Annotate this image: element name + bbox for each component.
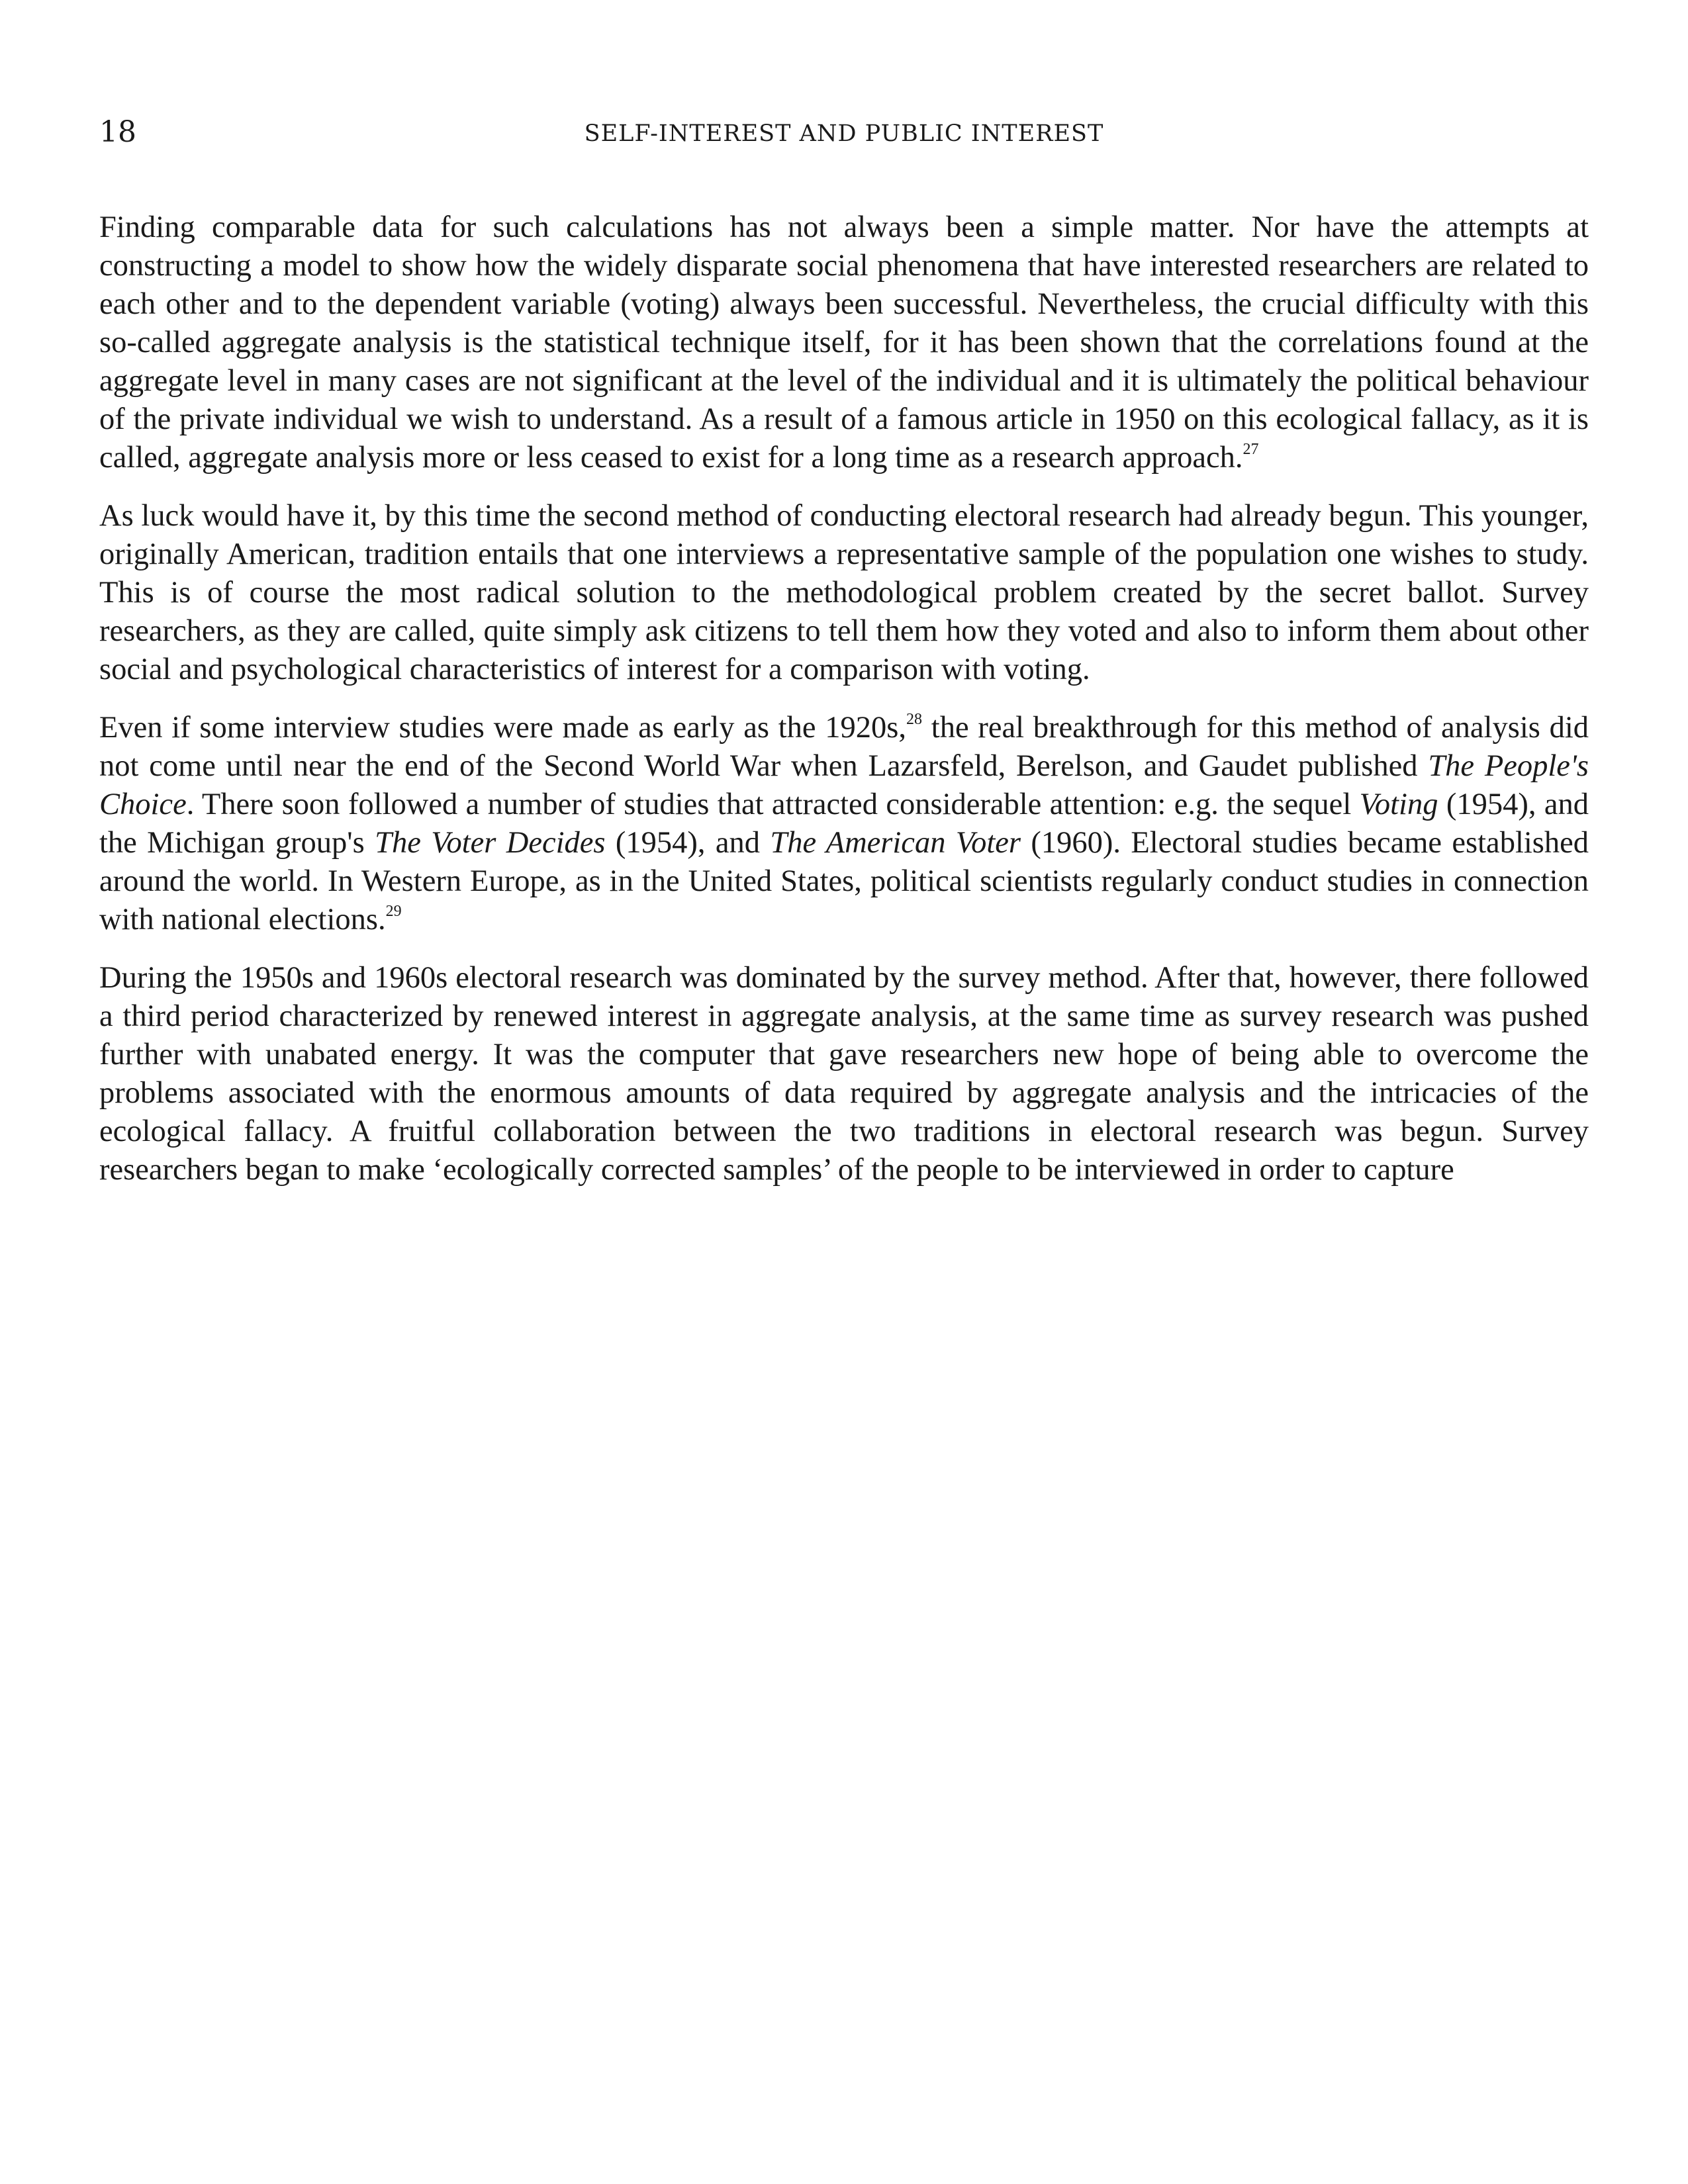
footnote-ref-28: 28 [906,710,923,728]
paragraph-4-text: During the 1950s and 1960s electoral research was dominated by the survey method. After that, however, there followed a third period characterized by renewed interest in aggregate analysis, at the same time as survey research was pushed further with unabated energy. It was the computer that gave researchers new hope of being able to overcome the problems associated with the enormous amounts of data required by aggregate analysis and the intricacies of the ecological fallacy. A fruitful collaboration between the two traditions in electoral research was begun. Survey researchers began to make ‘ecologically corrected samples’ of the people to be interviewed in order to capture [99,961,1589,1187]
page-number: 18 [99,115,136,149]
paragraph-2-text: As luck would have it, by this time the second method of conducting electoral research had already begun. This younger, originally American, tradition entails that one interviews a representative sample of the population one wishes to study. This is of course the most radical solution to the methodological problem created by the secret ballot. Survey researchers, as they are called, quite simply ask citizens to tell them how they voted and also to inform them about other social and psychological characteristics of interest for a comparison with voting. [99,499,1589,686]
paragraph-3-seg6: (1960). Electoral studies became established around the world. In Western Europe, as in the United States, political scientists regularly conduct studies in connection with national elections. [99,826,1589,936]
paragraph-3-seg4: (1954), and the Michigan group's [99,788,1589,860]
paragraph-3-seg1: Even if some interview studies were made as early as the 1920s, [99,711,907,745]
paragraph-3 [99,709,1589,939]
book-title-american-voter: The American Voter [770,826,1021,860]
body-text [99,208,1589,1209]
paragraph-3-seg2: the real breakthrough for this method of analysis did not come until near the end of the Second World War when Lazarsfeld, Berelson, and Gaudet published [99,711,1589,783]
book-title-peoples-choice: The People's Choice [99,749,1589,821]
paragraph-3-seg3: . There soon followed a number of studies that attracted considerable attention: e.g. the sequel [186,788,1360,821]
paragraph-1-text: Finding comparable data for such calculations has not always been a simple matter. Nor have the attempts at constructing a model to show how the widely disparate social phenomena that have interested researchers are related to each other and to the dependent variable (voting) always been successful. Nevertheless, the crucial difficulty with this so-called aggregate analysis is the statistical technique itself, for it has been shown that the correlations found at the aggregate level in many cases are not significant at the level of the individual and it is ultimately the political behaviour of the private individual we wish to understand. As a result of a famous article in 1950 on this ecological fallacy, as it is called, aggregate analysis more or less ceased to exist for a long time as a research approach. [99,210,1589,475]
footnote-ref-27: 27 [1243,440,1259,458]
paragraph-4 [99,959,1589,1189]
running-header [99,113,1589,152]
book-title-voter-decides: The Voter Decides [375,826,606,860]
paragraph-1 [99,208,1589,477]
paragraph-3-seg5: (1954), and [605,826,771,860]
running-title: SELF-INTEREST AND PUBLIC INTEREST [584,120,1104,147]
footnote-ref-29: 29 [385,902,402,920]
book-title-voting: Voting [1359,788,1438,821]
paragraph-2 [99,497,1589,689]
